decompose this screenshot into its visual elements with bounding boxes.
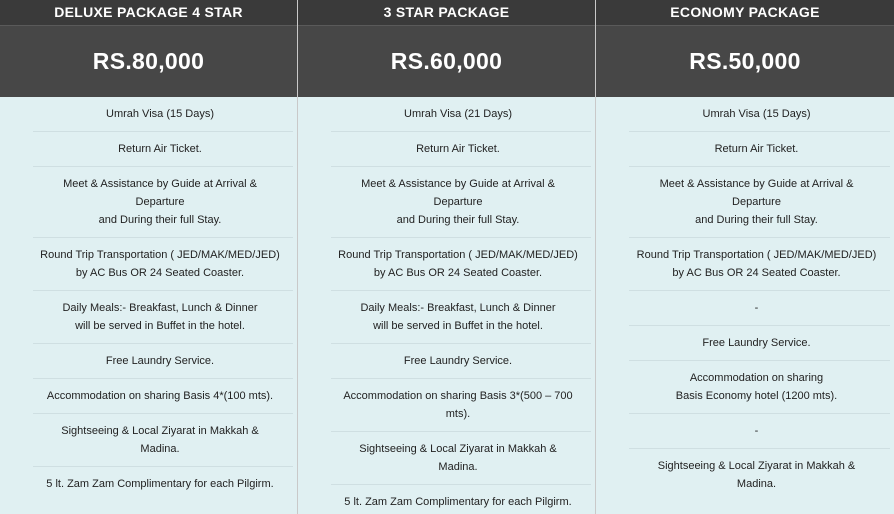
- feature-item: [331, 132, 591, 167]
- feature-item: [33, 379, 293, 414]
- feature-item: [331, 344, 591, 379]
- feature-text: Departure: [732, 196, 781, 208]
- feature-text: by AC Bus OR 24 Seated Coaster.: [672, 267, 841, 279]
- feature-item: [331, 379, 591, 432]
- feature-text: Accommodation on sharing: [689, 372, 824, 384]
- feature-item: [629, 291, 890, 326]
- feature-item: [331, 485, 591, 514]
- feature-text: Free Laundry Service.: [105, 355, 215, 367]
- feature-item: [33, 291, 293, 344]
- feature-item: [629, 326, 890, 361]
- feature-item: [33, 167, 293, 238]
- feature-item: [629, 449, 890, 501]
- feature-item: [629, 238, 890, 291]
- feature-item: [33, 238, 293, 291]
- feature-text: Round Trip Transportation ( JED/MAK/MED/JED): [636, 249, 877, 261]
- feature-text: Return Air Ticket.: [118, 143, 202, 155]
- feature-item: [33, 414, 293, 467]
- feature-item: [331, 167, 591, 238]
- feature-text: and During their full Stay.: [695, 214, 818, 226]
- feature-item: [33, 132, 293, 167]
- feature-text: mts).: [445, 408, 471, 420]
- feature-text: Return Air Ticket.: [416, 143, 500, 155]
- feature-text: and During their full Stay.: [396, 214, 520, 226]
- feature-text: Departure: [433, 196, 483, 208]
- feature-text: Umrah Visa (15 Days): [106, 108, 214, 120]
- feature-text: Umrah Visa (21 Days): [404, 108, 512, 120]
- feature-item: [629, 361, 890, 414]
- package-title: DELUXE PACKAGE 4 STAR: [0, 0, 297, 26]
- package-price: RS.80,000: [0, 26, 297, 97]
- package-price: RS.50,000: [596, 26, 894, 97]
- feature-text: Round Trip Transportation ( JED/MAK/MED/JED): [40, 249, 280, 261]
- feature-text: by AC Bus OR 24 Seated Coaster.: [373, 267, 543, 279]
- feature-text: Free Laundry Service.: [403, 355, 513, 367]
- package-title: 3 STAR PACKAGE: [298, 0, 595, 26]
- package-column-deluxe: [0, 0, 298, 514]
- feature-text: and During their full Stay.: [98, 214, 222, 226]
- package-column-economy: [596, 0, 894, 514]
- feature-text: Sightseeing & Local Ziyarat in Makkah &: [61, 425, 259, 437]
- feature-text: Round Trip Transportation ( JED/MAK/MED/JED): [338, 249, 578, 261]
- feature-text: 5 lt. Zam Zam Complimentary for each Pilgirm.: [46, 478, 274, 490]
- column-background: [596, 501, 894, 514]
- feature-text: Accommodation on sharing Basis 4*(100 mts).: [46, 390, 274, 402]
- feature-text: Departure: [135, 196, 185, 208]
- feature-text: Madina.: [438, 461, 478, 473]
- feature-item: [331, 238, 591, 291]
- feature-text: Madina.: [140, 443, 180, 455]
- feature-text: Accommodation on sharing Basis 3*(500 – 700: [343, 390, 573, 402]
- feature-text: -: [754, 425, 759, 437]
- feature-text: Daily Meals:- Breakfast, Lunch & Dinner: [360, 302, 556, 314]
- package-column-three-star: [298, 0, 596, 514]
- feature-item: [331, 432, 591, 485]
- feature-text: Meet & Assistance by Guide at Arrival &: [659, 178, 854, 190]
- feature-text: Free Laundry Service.: [702, 337, 811, 349]
- feature-text: by AC Bus OR 24 Seated Coaster.: [75, 267, 245, 279]
- feature-text: Sightseeing & Local Ziyarat in Makkah &: [359, 443, 557, 455]
- feature-text: Return Air Ticket.: [714, 143, 799, 155]
- feature-text: Sightseeing & Local Ziyarat in Makkah &: [657, 460, 856, 472]
- feature-list: [596, 97, 894, 501]
- feature-item: [331, 291, 591, 344]
- feature-text: -: [754, 302, 759, 314]
- feature-text: Basis Economy hotel (1200 mts).: [675, 390, 838, 402]
- feature-item: [629, 97, 890, 132]
- feature-item: [33, 344, 293, 379]
- feature-text: will be served in Buffet in the hotel.: [75, 320, 245, 332]
- feature-text: will be served in Buffet in the hotel.: [373, 320, 543, 332]
- feature-text: 5 lt. Zam Zam Complimentary for each Pilgirm.: [344, 496, 572, 508]
- feature-text: Meet & Assistance by Guide at Arrival &: [361, 178, 555, 190]
- package-title: ECONOMY PACKAGE: [596, 0, 894, 26]
- feature-item: [629, 167, 890, 238]
- feature-text: Meet & Assistance by Guide at Arrival &: [63, 178, 257, 190]
- feature-text: Daily Meals:- Breakfast, Lunch & Dinner: [62, 302, 258, 314]
- feature-item: [33, 97, 293, 132]
- feature-text: Umrah Visa (15 Days): [702, 108, 811, 120]
- feature-item: [629, 414, 890, 449]
- feature-list: [0, 97, 297, 501]
- feature-list: [298, 97, 595, 514]
- feature-item: [331, 97, 591, 132]
- feature-item: [33, 467, 293, 501]
- package-price: RS.60,000: [298, 26, 595, 97]
- feature-item: [629, 132, 890, 167]
- column-background: [0, 501, 297, 514]
- feature-text: Madina.: [736, 478, 777, 490]
